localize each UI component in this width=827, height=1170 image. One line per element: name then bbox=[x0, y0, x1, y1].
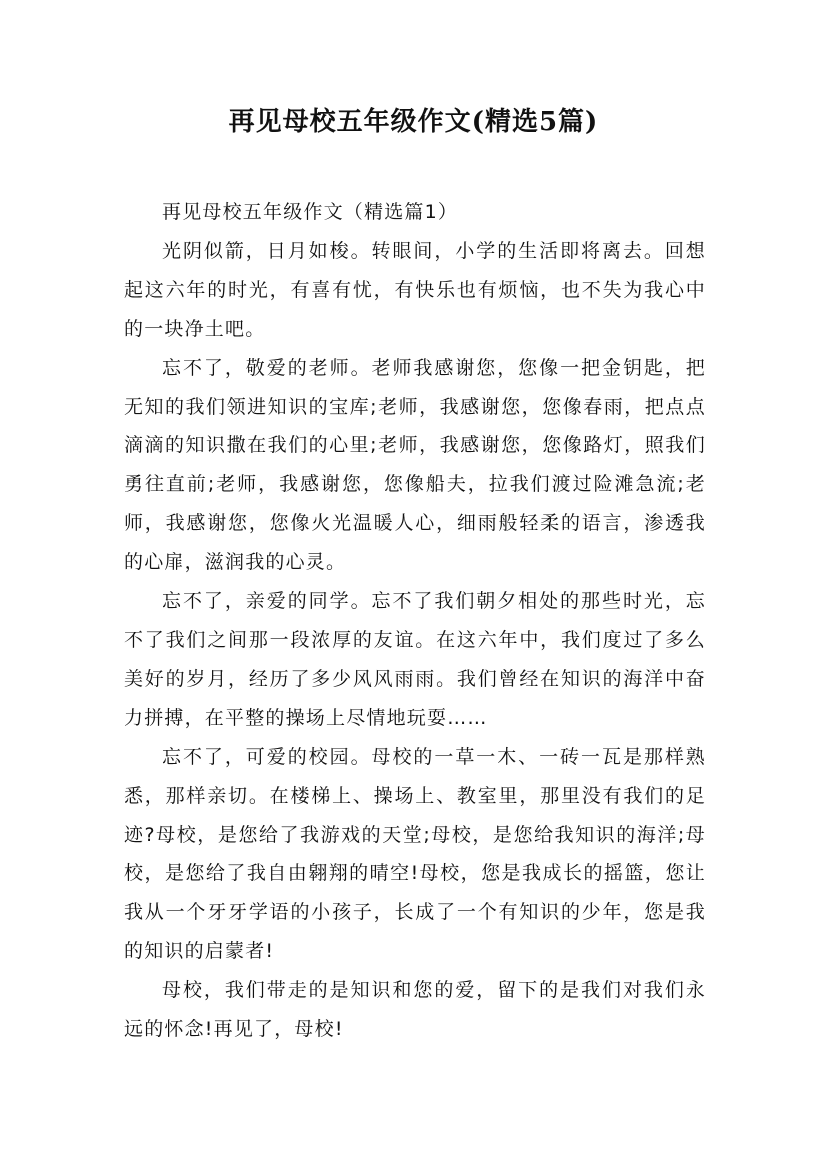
paragraph-2: 忘不了，敬爱的老师。老师我感谢您，您像一把金钥匙，把无知的我们领进知识的宝库;老师，我感谢您，您像春雨，把点点滴滴的知识撒在我们的心里;老师，我感谢您，您像路灯，照我们勇往直前;老师，我感谢您，您像船夫，拉我们渡过险滩急流;老师，我感谢您，您像火光温暖人心，细雨般轻柔的语言，渗透我的心扉，滋润我的心灵。 bbox=[124, 356, 706, 574]
document-title: 再见母校五年级作文(精选5篇) bbox=[228, 107, 599, 137]
paragraph-4: 忘不了，可爱的校园。母校的一草一木、一砖一瓦是那样熟悉，那样亲切。在楼梯上、操场上、教室里，那里没有我们的足迹?母校，是您给了我游戏的天堂;母校，是您给我知识的海洋;母校，是您给了我自由翱翔的晴空!母校，您是我成长的摇篮，您让我从一个牙牙学语的小孩子，长成了一个有知识的少年，您是我的知识的启蒙者! bbox=[124, 745, 706, 963]
section-heading: 再见母校五年级作文（精选篇1） bbox=[162, 201, 459, 223]
paragraph-5: 母校，我们带走的是知识和您的爱，留下的是我们对我们永远的怀念!再见了，母校! bbox=[124, 979, 706, 1041]
paragraph-1: 光阴似箭，日月如梭。转眼间，小学的生活即将离去。回想起这六年的时光，有喜有忧，有快乐也有烦恼，也不失为我心中的一块净土吧。 bbox=[124, 239, 706, 340]
document-body bbox=[124, 193, 706, 1049]
paragraph-3: 忘不了，亲爱的同学。忘不了我们朝夕相处的那些时光，忘不了我们之间那一段浓厚的友谊。在这六年中，我们度过了多么美好的岁月，经历了多少风风雨雨。我们曾经在知识的海洋中奋力拼搏，在平整的操场上尽情地玩耍…… bbox=[124, 590, 706, 729]
